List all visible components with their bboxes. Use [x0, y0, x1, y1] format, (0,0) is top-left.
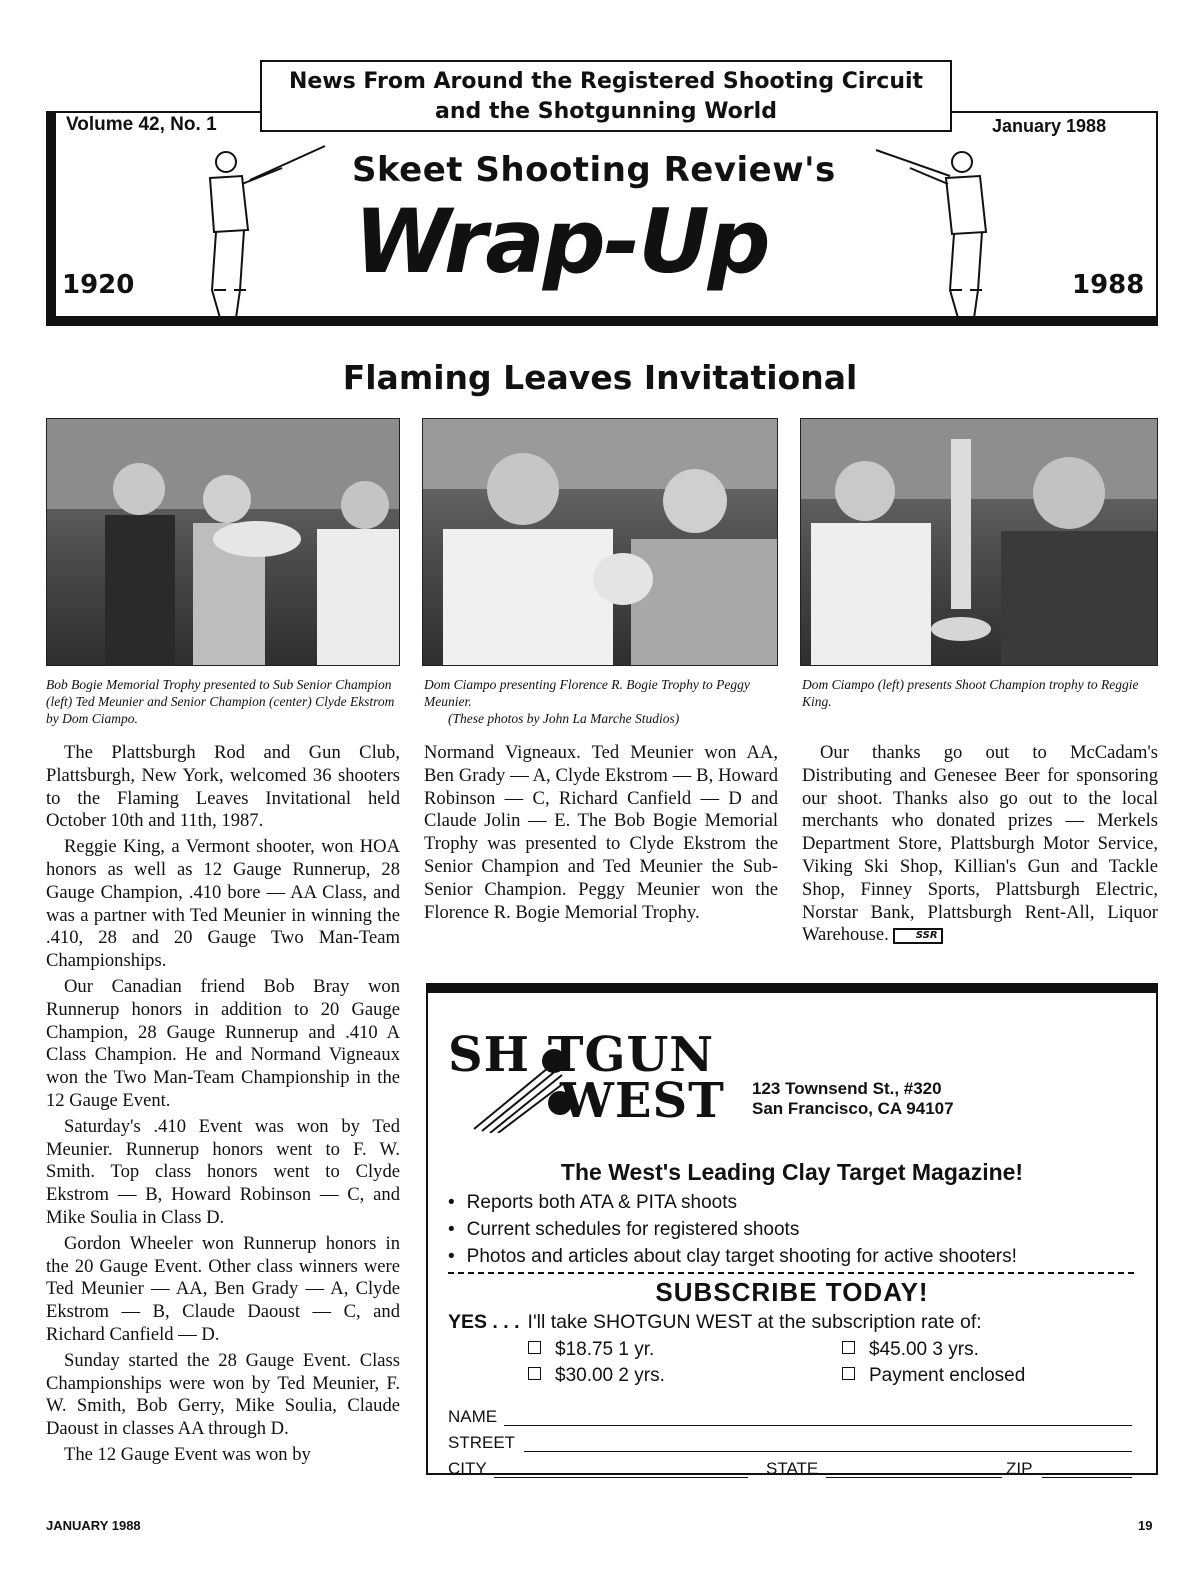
news-banner-line1: News From Around the Registered Shooting Circuit	[288, 69, 924, 94]
logo-west: WEST	[560, 1073, 725, 1129]
state-field[interactable]	[826, 1477, 1002, 1478]
photo-caption-2	[424, 676, 778, 727]
caption-3-text: Dom Ciampo (left) presents Shoot Champion trophy to Reggie King.	[802, 677, 1139, 709]
paragraph: Normand Vigneaux. Ted Meunier won AA, Ben Grady — A, Clyde Ekstrom — B, Howard Robinson — C, Richard Canfield — D and Claude Jolin — E. The Bob Bogie Memorial Trophy was presented to Clyde Ekstrom the Senior Champion and Ted Meunier the Sub-Senior Champion. Peggy Meunier won the Florence R. Bogie Memorial Trophy.	[424, 742, 778, 923]
street-field[interactable]	[524, 1451, 1132, 1452]
option-2-years[interactable]	[528, 1365, 665, 1387]
publication-title: Skeet Shooting Review's	[352, 150, 836, 190]
year-end: 1988	[1072, 270, 1145, 300]
paragraph: The Plattsburgh Rod and Gun Club, Plattsburgh, New York, welcomed 36 shooters to the Flaming Leaves Invitational held October 10th and 11th, 1987.	[46, 742, 400, 832]
option-label: $30.00 2 yrs.	[555, 1365, 665, 1386]
subscription-offer	[448, 1311, 982, 1334]
article-column-1	[46, 742, 400, 1470]
address-street: 123 Townsend St., #320	[752, 1079, 942, 1098]
feature-item: • Current schedules for registered shoots	[448, 1216, 1017, 1243]
photo-florence-bogie-trophy	[422, 418, 778, 666]
article-column-3	[802, 742, 1158, 950]
paragraph: Sunday started the 28 Gauge Event. Class Championships were won by Ted Meunier, F. W. Smith, Bob Gerry, Mike Soulia, Claude Daoust in classes AA through D.	[46, 1349, 400, 1440]
option-label: $45.00 3 yrs.	[869, 1339, 979, 1360]
shooter-left-illustration	[190, 140, 330, 320]
photo-scene-3	[801, 419, 1158, 666]
photo-credit: (These photos by John La Marche Studios)	[448, 711, 680, 726]
paragraph: Gordon Wheeler won Runnerup honors in the 20 Gauge Event. Other class winners were Ted Meunier — AA, Ben Grady — A, Clyde Ekstrom — B, Claude Daoust — C, and Richard Canfield — D.	[46, 1232, 400, 1345]
shooter-right-illustration	[870, 140, 1010, 320]
offer-text: I'll take SHOTGUN WEST at the subscription rate of:	[527, 1311, 982, 1333]
cut-line	[448, 1272, 1134, 1274]
photo-caption-1	[46, 676, 400, 727]
option-payment-enclosed[interactable]	[842, 1365, 1025, 1387]
name-field-label: NAME	[448, 1407, 498, 1426]
street-field-label: STREET	[448, 1433, 516, 1452]
article-headline: Flaming Leaves Invitational	[342, 358, 858, 397]
paragraph: Saturday's .410 Event was won by Ted Meunier. Runnerup honors went to F. W. Smith. Top class honors went to Clyde Ekstrom — B, Howard Robinson — C, and Mike Soulia in Class D.	[46, 1115, 400, 1228]
option-3-years[interactable]	[842, 1339, 979, 1361]
shotgun-west-advertisement	[426, 983, 1158, 1478]
subscribe-heading: SUBSCRIBE TODAY!	[655, 1277, 929, 1307]
ssr-end-mark: SSR	[893, 928, 943, 944]
wrap-up-logo: Wrap-Up	[354, 190, 769, 293]
page-number: 19	[1138, 1518, 1153, 1533]
caption-2-text: Dom Ciampo presenting Florence R. Bogie Trophy to Peggy Meunier.	[424, 677, 750, 709]
feature-item: • Photos and articles about clay target shooting for active shooters!	[448, 1243, 1017, 1270]
option-1-year[interactable]	[528, 1339, 654, 1361]
ad-tagline: The West's Leading Clay Target Magazine!	[560, 1159, 1024, 1185]
option-label: Payment enclosed	[869, 1365, 1026, 1386]
photo-caption-3	[802, 676, 1158, 710]
option-label: $18.75 1 yr.	[555, 1339, 655, 1360]
year-start: 1920	[62, 270, 135, 300]
paragraph: Reggie King, a Vermont shooter, won HOA honors as well as 12 Gauge Runnerup, 28 Gauge Champion, .410 bore — AA Class, and was a partner with Ted Meunier in winning the .410, 28 and 20 Gauge Two Man-Team Championships.	[46, 836, 400, 972]
yes-label: YES . . .	[448, 1311, 520, 1333]
paragraph: Our Canadian friend Bob Bray won Runnerup honors in addition to 20 Gauge Champion, 28 Gauge Runnerup and .410 A Class Champion. He and Normand Vigneaux won the Two Man-Team Championship in the 12 Gauge Event.	[46, 975, 400, 1111]
caption-1-text: Bob Bogie Memorial Trophy presented to Sub Senior Champion (left) Ted Meunier and Senior Champion (center) Clyde Ekstrom by Dom Ciampo.	[46, 677, 395, 726]
zip-field-label: ZIP	[1006, 1459, 1033, 1478]
ad-address	[752, 1079, 954, 1119]
city-field[interactable]	[494, 1477, 748, 1478]
checkbox[interactable]	[842, 1341, 855, 1354]
checkbox[interactable]	[842, 1367, 855, 1380]
checkbox[interactable]	[528, 1341, 541, 1354]
footer-date: JANUARY 1988	[46, 1518, 141, 1533]
paragraph-text: Our thanks go out to McCadam's Distributing and Genesee Beer for sponsoring our shoot. Thanks also go out to the local merchants who donated prizes — Merkels Department Store, Plattsburgh Motor Service, Viking Ski Shop, Killian's Gun and Tackle Shop, Finney Sports, Plattsburgh Electric, Norstar Bank, Plattsburgh Rent-All, Liquor Warehouse.	[802, 742, 1158, 946]
city-field-label: CITY	[448, 1459, 487, 1478]
photo-bogie-memorial-trophy	[46, 418, 400, 666]
logo-shotgun: SH TGUN	[448, 1027, 715, 1083]
name-field[interactable]	[504, 1425, 1132, 1426]
article-column-2	[424, 742, 778, 927]
state-field-label: STATE	[766, 1459, 819, 1478]
photo-scene-2	[423, 419, 778, 666]
paragraph: The 12 Gauge Event was won by	[64, 1443, 311, 1465]
news-banner-line2: and the Shotgunning World	[435, 99, 777, 124]
photo-scene-1	[47, 419, 400, 666]
news-banner	[260, 60, 952, 132]
paragraph	[802, 742, 1158, 947]
photo-shoot-champion-trophy	[800, 418, 1158, 666]
issue-date: January 1988	[992, 116, 1107, 136]
feature-list	[448, 1189, 1017, 1270]
address-city: San Francisco, CA 94107	[752, 1099, 954, 1118]
volume-label: Volume 42, No. 1	[66, 114, 217, 135]
feature-item: • Reports both ATA & PITA shoots	[448, 1189, 1017, 1216]
checkbox[interactable]	[528, 1367, 541, 1380]
zip-field[interactable]	[1042, 1477, 1132, 1478]
